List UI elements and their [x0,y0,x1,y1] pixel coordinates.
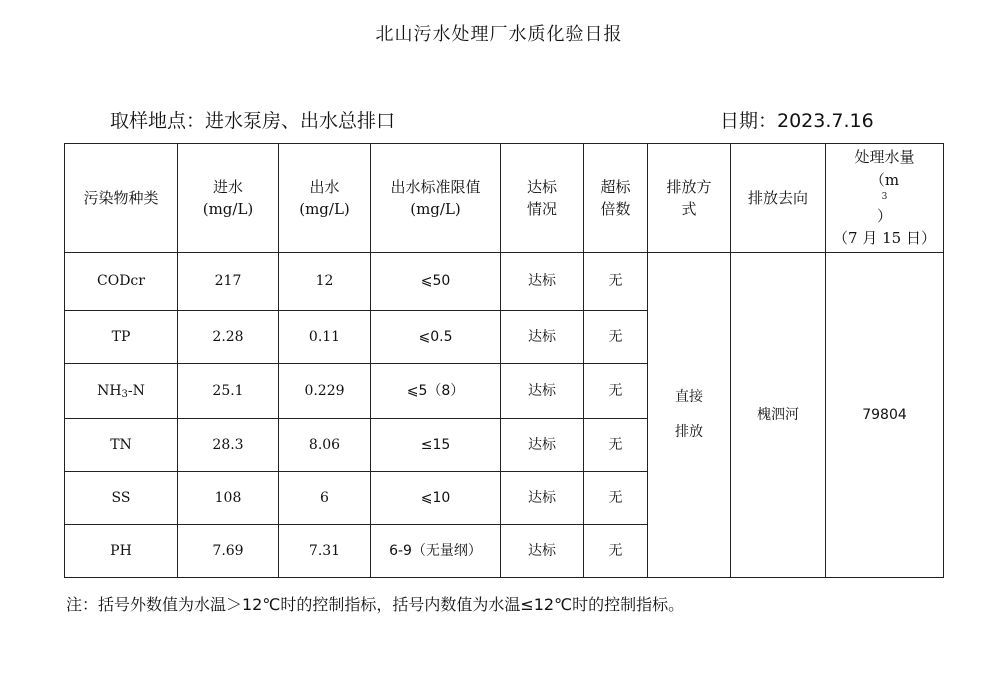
exceed-cell: 无 [584,364,648,419]
header-limit-unit: (mg/L) [410,200,461,218]
pollutant-cell: SS [65,472,178,525]
influent-cell: 28.3 [178,419,279,472]
discharge-method-cell [648,253,731,578]
effluent-cell: 12 [279,253,371,311]
influent-cell: 2.28 [178,311,279,364]
compliance-cell: 达标 [501,419,584,472]
limit-cell: ⩽10 [371,472,501,525]
sampling-location: 取样地点：进水泵房、出水总排口 [110,110,396,132]
limit-cell: ⩽5（8） [371,364,501,419]
pollutant-cell: PH [65,525,178,578]
pollutant-cell [65,364,178,419]
header-effluent-unit: (mg/L) [299,200,350,218]
header-exceed-line1: 超标 [600,177,631,196]
discharge-method-line1: 直接 [675,389,703,405]
footnote: 注：括号外数值为水温＞12℃时的控制指标，括号内数值为水温≤12℃时的控制指标。 [66,595,685,614]
header-influent [178,144,279,253]
water-quality-table [64,143,944,578]
influent-cell: 7.69 [178,525,279,578]
exceed-cell: 无 [584,419,648,472]
header-influent-unit: (mg/L) [202,200,254,218]
pollutant-cell: TN [65,419,178,472]
treated-volume-cell: 79804 [826,253,944,578]
effluent-cell: 7.31 [279,525,371,578]
table-header-row [65,144,944,253]
compliance-cell: 达标 [501,472,584,525]
header-effluent-label: 出水 [309,177,340,196]
header-exceed [584,144,648,253]
influent-cell: 217 [178,253,279,311]
pollutant-cell: CODcr [65,253,178,311]
header-discharge-destination: 排放去向 [731,144,826,253]
limit-cell: ⩽50 [371,253,501,311]
header-discharge-method-line2: 式 [681,200,697,218]
limit-cell: 6-9（无量纲） [371,525,501,578]
header-volume-label: 处理水量 [854,148,915,167]
influent-cell: 25.1 [178,364,279,419]
header-limit-label: 出水标准限值 [390,177,481,196]
limit-cell: ⩽0.5 [371,311,501,364]
header-compliance [501,144,584,253]
influent-cell: 108 [178,472,279,525]
header-influent-label: 进水 [212,177,243,196]
table-row [65,253,944,311]
pollutant-cell: TP [65,311,178,364]
header-compliance-line1: 达标 [526,177,557,196]
discharge-method-gap [650,408,728,422]
exceed-cell: 无 [584,525,648,578]
pollutant-main: NH [97,382,122,399]
exceed-cell: 无 [584,253,648,311]
header-discharge-method-line1: 排放方 [666,177,712,196]
compliance-cell: 达标 [501,525,584,578]
header-volume-date: （7 月 15 日） [833,229,936,248]
header-exceed-line2: 倍数 [600,200,631,218]
exceed-cell: 无 [584,311,648,364]
header-pollutant: 污染物种类 [65,144,178,253]
header-discharge-method [648,144,731,253]
header-volume-unit [828,169,941,228]
volume-unit-close: ） [876,206,892,225]
compliance-cell: 达标 [501,364,584,419]
report-date: 日期：2023.7.16 [720,110,874,132]
header-effluent [279,144,371,253]
report-title: 北山污水处理厂水质化验日报 [375,24,623,45]
discharge-destination-cell: 槐泗河 [731,253,826,578]
header-treated-volume [826,144,944,253]
compliance-cell: 达标 [501,253,584,311]
effluent-cell: 6 [279,472,371,525]
exceed-cell: 无 [584,472,648,525]
header-compliance-line2: 情况 [526,200,557,218]
effluent-cell: 0.229 [279,364,371,419]
compliance-cell: 达标 [501,311,584,364]
effluent-cell: 0.11 [279,311,371,364]
effluent-cell: 8.06 [279,419,371,472]
discharge-method-line2: 排放 [675,424,703,440]
header-limit [371,144,501,253]
limit-cell: ≤15 [371,419,501,472]
volume-unit-sup: 3 [881,192,888,203]
pollutant-subscript: 3 [121,388,128,400]
pollutant-tail: -N [127,382,145,399]
volume-unit-open: （m [869,170,900,189]
